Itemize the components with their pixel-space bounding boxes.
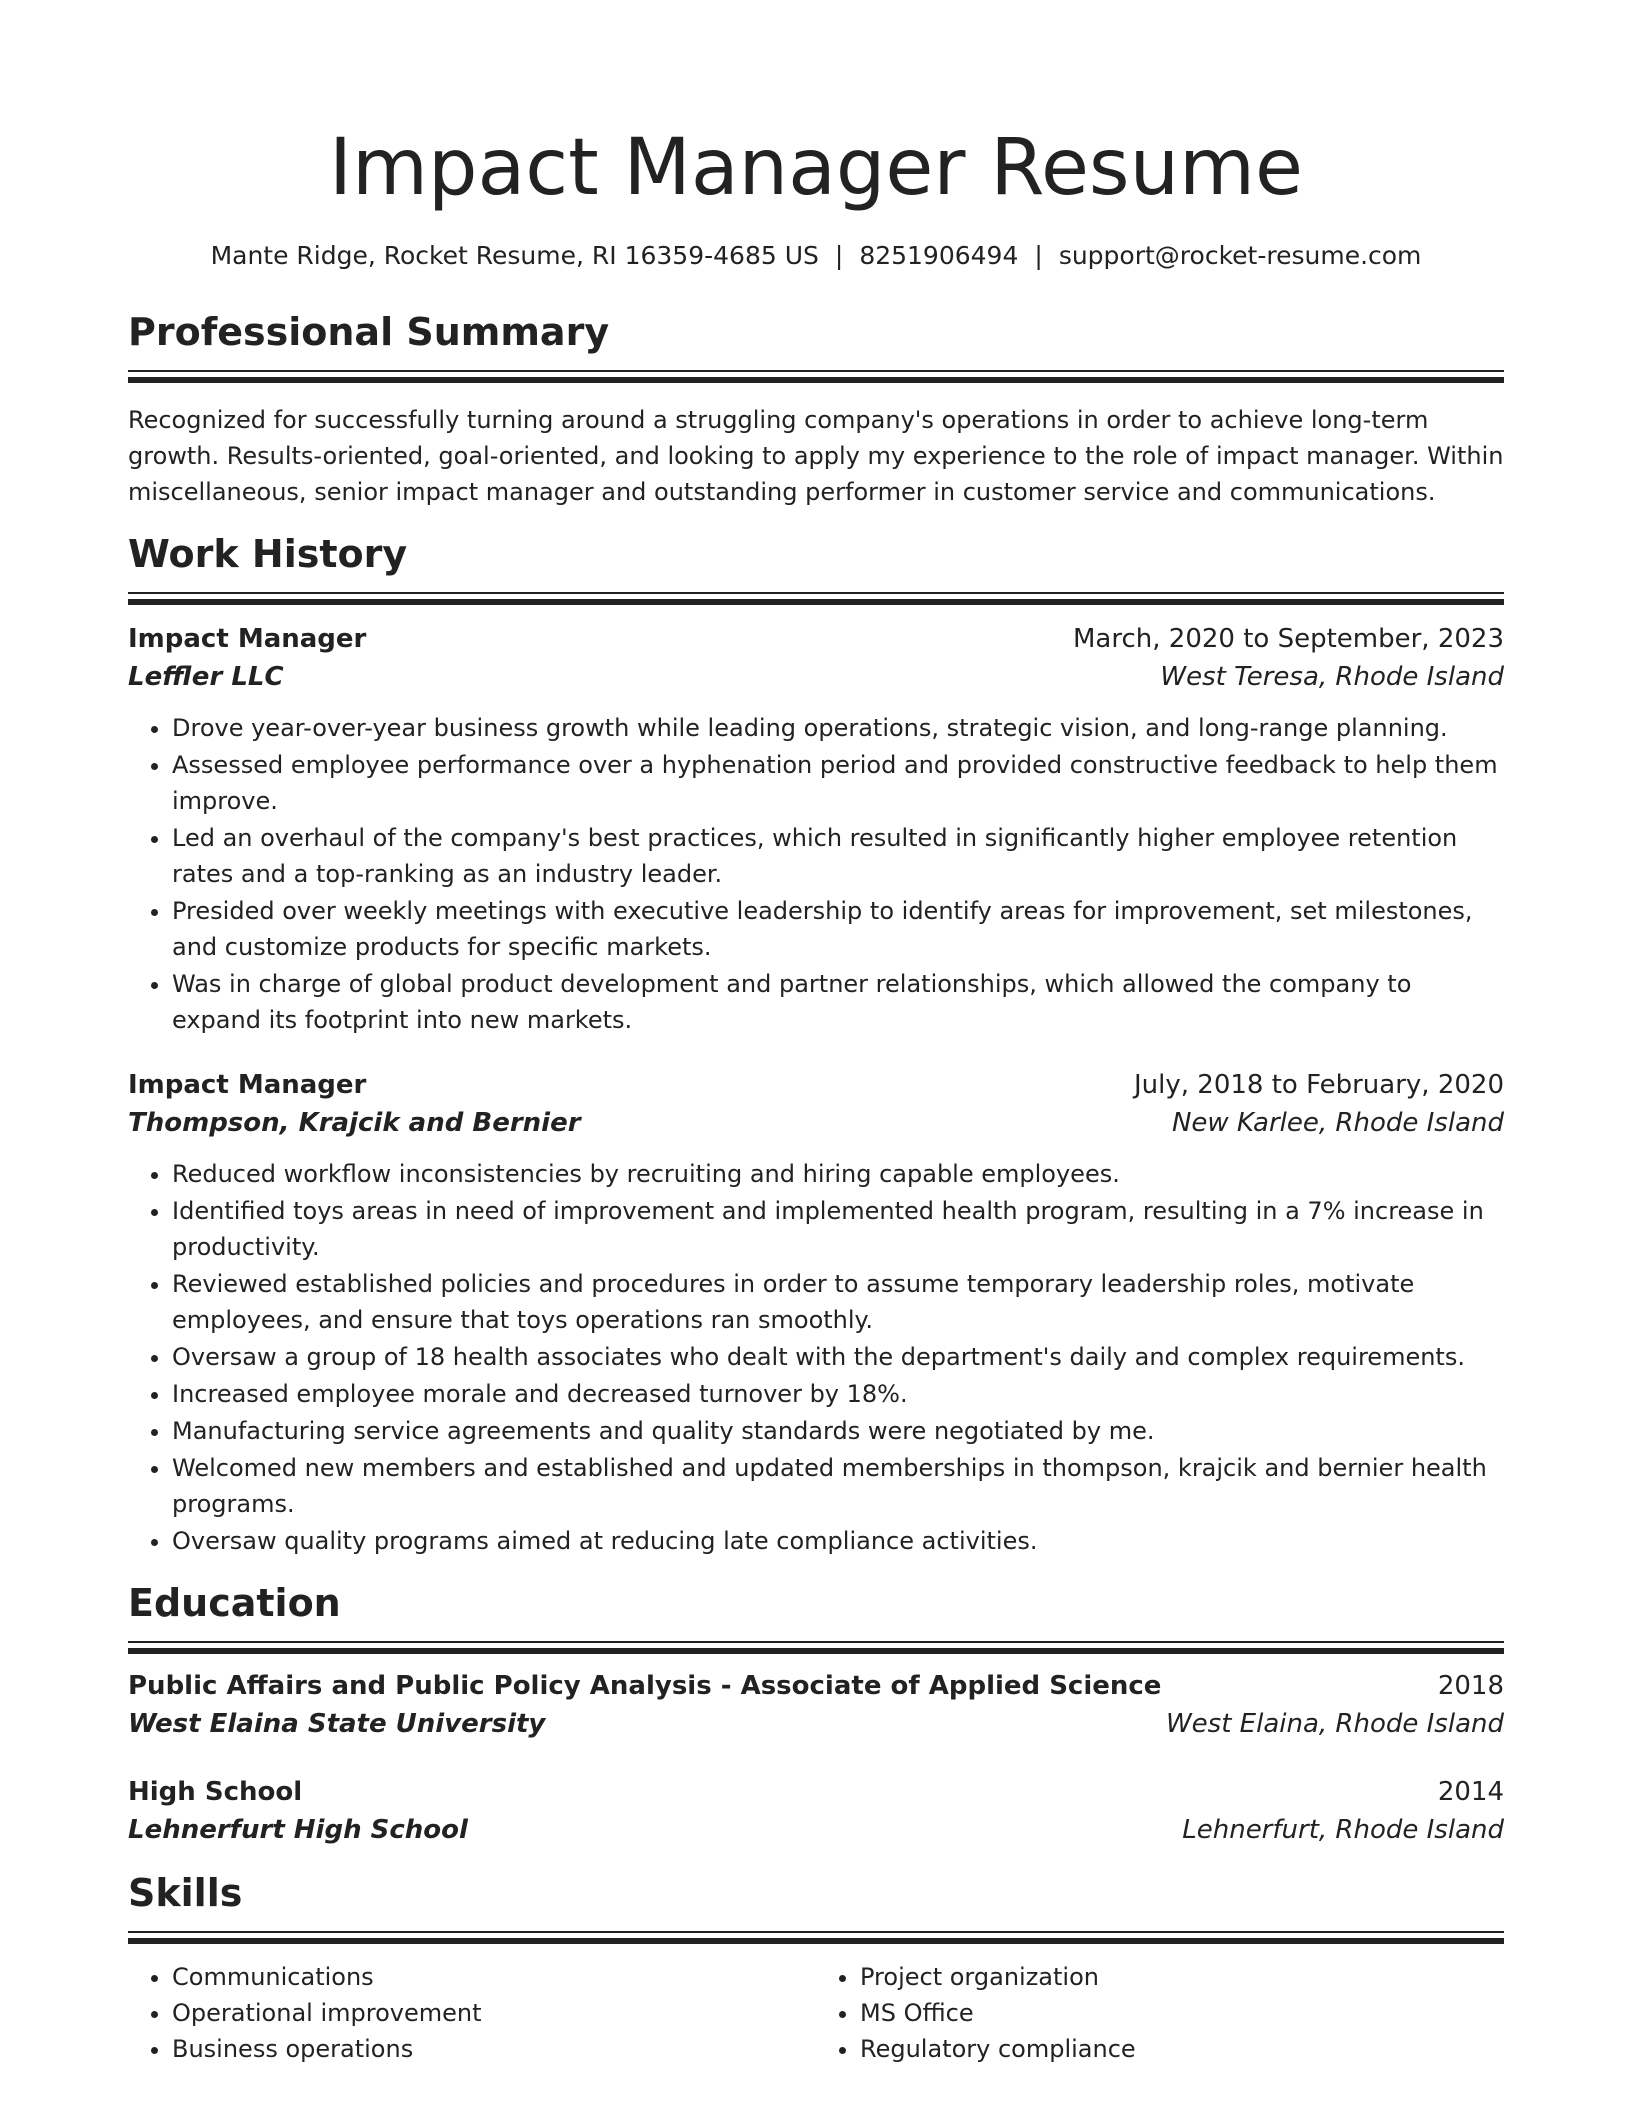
graduation-year: 2018 bbox=[1437, 1671, 1504, 1701]
list-item: • Was in charge of global product development and partner relationships, which allowed the company to expand its footprint into new markets. bbox=[172, 966, 1504, 1038]
school-location: West Elaina, Rhode Island bbox=[1165, 1709, 1504, 1739]
list-item: • Assessed employee performance over a hyphenation period and provided constructive feedback to help them improve. bbox=[172, 747, 1504, 819]
email-link[interactable]: support@rocket-resume.com bbox=[1058, 241, 1422, 270]
list-item: • Oversaw a group of 18 health associates who dealt with the department's daily and complex requirements. bbox=[172, 1339, 1504, 1375]
skills-column-left bbox=[128, 1959, 816, 2067]
list-item: • Oversaw quality programs aimed at reducing late compliance activities. bbox=[172, 1523, 1504, 1559]
section-divider bbox=[128, 592, 1504, 606]
separator: | bbox=[1034, 241, 1043, 270]
skill-item: • Operational improvement bbox=[172, 1995, 816, 2031]
education-entry bbox=[128, 1773, 1504, 1849]
job-location: New Karlee, Rhode Island bbox=[1171, 1108, 1504, 1138]
list-item: • Identified toys areas in need of improvement and implemented health program, resulting in a 7% increase in productivity. bbox=[172, 1193, 1504, 1265]
list-item: • Led an overhaul of the company's best practices, which resulted in significantly higher employee retention rates and a top-ranking as an industry leader. bbox=[172, 820, 1504, 892]
contact-line bbox=[128, 240, 1504, 272]
school-name: Lehnerfurt High School bbox=[128, 1815, 468, 1845]
skills-column-right bbox=[816, 1959, 1504, 2067]
job-dates: July, 2018 to February, 2020 bbox=[1134, 1070, 1504, 1100]
job-title: Impact Manager bbox=[128, 624, 367, 654]
section-heading-education: Education bbox=[128, 1581, 341, 1625]
summary-text: Recognized for successfully turning around a struggling company's operations in order to achieve long-term growth. Results-oriented, goal-oriented, and looking to apply my experience to the role of impact manager. Within miscellaneous, senior impact manager and outstanding performer in customer service and communications. bbox=[128, 406, 1504, 506]
job-entry bbox=[128, 1066, 1504, 1559]
section-divider bbox=[128, 1641, 1504, 1655]
job-bullets bbox=[128, 1156, 1504, 1559]
list-item: • Welcomed new members and established and updated memberships in thompson, krajcik and bernier health programs. bbox=[172, 1450, 1504, 1522]
job-entry bbox=[128, 620, 1504, 1038]
list-item: • Reduced workflow inconsistencies by recruiting and hiring capable employees. bbox=[172, 1156, 1504, 1192]
section-divider bbox=[128, 1931, 1504, 1945]
section-heading-summary: Professional Summary bbox=[128, 310, 610, 354]
degree: Public Affairs and Public Policy Analysis - Associate of Applied Science bbox=[128, 1671, 1162, 1701]
school-name: West Elaina State University bbox=[128, 1709, 546, 1739]
section-divider bbox=[128, 370, 1504, 384]
section-heading-work: Work History bbox=[128, 532, 408, 576]
skills-list bbox=[128, 1959, 1504, 2067]
list-item: • Manufacturing service agreements and quality standards were negotiated by me. bbox=[172, 1413, 1504, 1449]
work-section bbox=[128, 530, 1504, 1559]
education-entry bbox=[128, 1667, 1504, 1743]
skill-item: • MS Office bbox=[860, 1995, 1504, 2031]
summary-section bbox=[128, 308, 1504, 510]
skills-section bbox=[128, 1869, 1504, 2067]
degree: High School bbox=[128, 1777, 303, 1807]
section-heading-skills: Skills bbox=[128, 1871, 243, 1915]
address: Mante Ridge, Rocket Resume, RI 16359-4685 US bbox=[210, 241, 819, 270]
resume-title: Impact Manager Resume bbox=[329, 123, 1303, 213]
job-bullets bbox=[128, 710, 1504, 1038]
graduation-year: 2014 bbox=[1437, 1777, 1504, 1807]
job-location: West Teresa, Rhode Island bbox=[1160, 662, 1504, 692]
phone: 8251906494 bbox=[859, 241, 1019, 270]
skill-item: • Business operations bbox=[172, 2031, 816, 2067]
company-name: Leffler LLC bbox=[128, 662, 284, 692]
job-dates: March, 2020 to September, 2023 bbox=[1073, 624, 1504, 654]
list-item: • Reviewed established policies and procedures in order to assume temporary leadership roles, motivate employees, and ensure that toys operations ran smoothly. bbox=[172, 1266, 1504, 1338]
skill-item: • Communications bbox=[172, 1959, 816, 1995]
skill-item: • Project organization bbox=[860, 1959, 1504, 1995]
list-item: • Increased employee morale and decreased turnover by 18%. bbox=[172, 1376, 1504, 1412]
resume-page bbox=[128, 0, 1504, 2067]
company-name: Thompson, Krajcik and Bernier bbox=[128, 1108, 581, 1138]
list-item: • Presided over weekly meetings with executive leadership to identify areas for improvement, set milestones, and customize products for specific markets. bbox=[172, 893, 1504, 965]
skill-item: • Regulatory compliance bbox=[860, 2031, 1504, 2067]
education-section bbox=[128, 1579, 1504, 1849]
list-item: • Drove year-over-year business growth while leading operations, strategic vision, and long-range planning. bbox=[172, 710, 1504, 746]
school-location: Lehnerfurt, Rhode Island bbox=[1182, 1815, 1504, 1845]
job-title: Impact Manager bbox=[128, 1070, 367, 1100]
separator: | bbox=[834, 241, 844, 270]
